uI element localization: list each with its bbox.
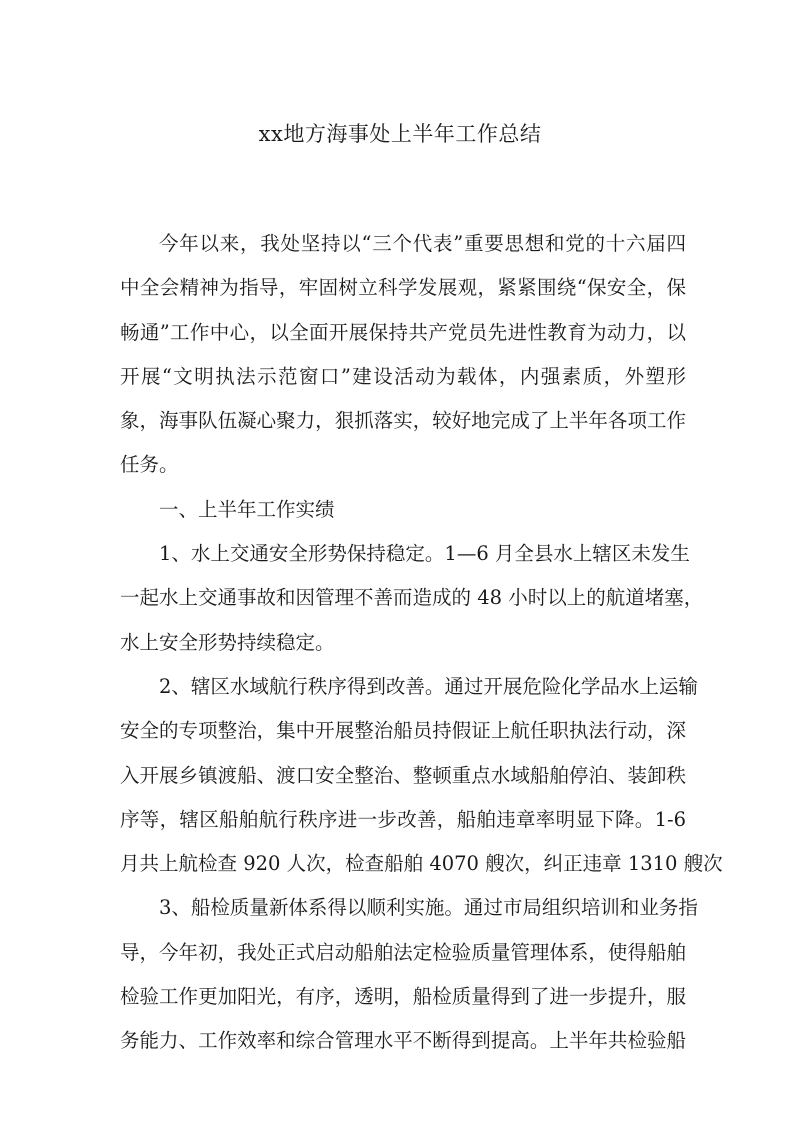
text-line: 一、上半年工作实绩 [159, 497, 335, 521]
document-body [120, 222, 723, 1064]
text-line: 序等，辖区船舶航行秩序进一步改善，船舶违章率明显下降。1-6 [120, 807, 686, 831]
text-line: 安全的专项整治，集中开展整治船员持假证上航任职执法行动，深 [120, 719, 686, 743]
document-title: xx地方海事处上半年工作总结 [258, 122, 542, 146]
text-line: 一起水上交通事故和因管理不善而造成的 48 小时以上的航道堵塞， [120, 586, 704, 610]
paragraph-intro [120, 222, 686, 488]
text-line: 1、水上交通安全形势保持稳定。1—6 月全县水上辖区未发生 [159, 542, 690, 566]
text-line: 月共上航检查 920 人次，检查船舶 4070 艘次，纠正违章 1310 艘次 [120, 852, 723, 876]
text-line: 检验工作更加阳光，有序，透明，船检质量得到了进一步提升，服 [120, 985, 686, 1009]
text-line: 2、辖区水域航行秩序得到改善。通过开展危险化学品水上运输 [159, 674, 698, 698]
text-line: 象，海事队伍凝心聚力，狠抓落实，较好地完成了上半年各项工作 [120, 409, 686, 433]
section-heading [120, 488, 686, 532]
text-line: 水上安全形势持续稳定。 [120, 630, 335, 654]
text-line: 畅通”工作中心，以全面开展保持共产党员先进性教育为动力，以 [120, 320, 686, 344]
text-line: 开展“文明执法示范窗口”建设活动为载体，内强素质，外塑形 [120, 364, 686, 388]
paragraph-item-3 [120, 886, 698, 1063]
text-line: 中全会精神为指导，牢固树立科学发展观，紧紧围绕“保安全，保 [120, 276, 686, 300]
text-line: 任务。 [120, 453, 179, 477]
paragraph-item-2 [120, 665, 723, 886]
text-line: 3、船检质量新体系得以顺利实施。通过市局组织培训和业务指 [159, 896, 698, 920]
paragraph-item-1 [120, 532, 704, 665]
text-line: 务能力、工作效率和综合管理水平不断得到提高。上半年共检验船 [120, 1029, 686, 1053]
text-line: 导，今年初，我处正式启动船舶法定检验质量管理体系，使得船舶 [120, 940, 686, 964]
text-line: 入开展乡镇渡船、渡口安全整治、整顿重点水域船舶停泊、装卸秩 [120, 763, 686, 787]
text-line: 今年以来，我处坚持以“三个代表”重要思想和党的十六届四 [159, 232, 686, 255]
